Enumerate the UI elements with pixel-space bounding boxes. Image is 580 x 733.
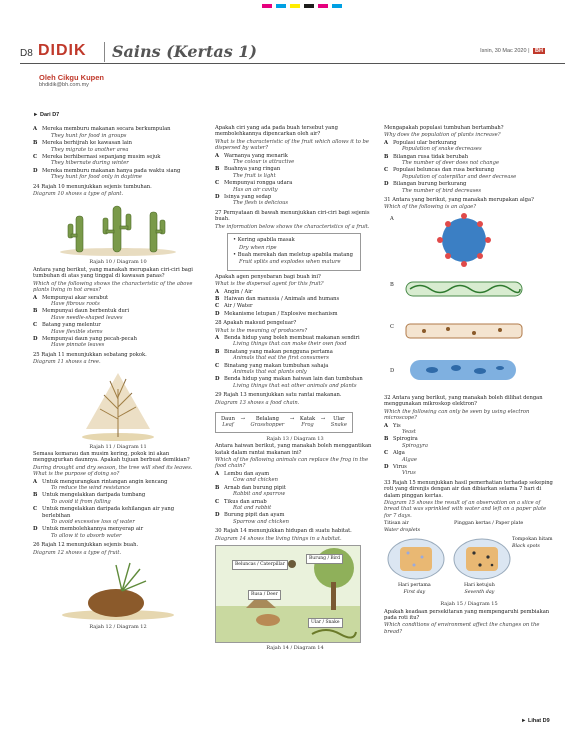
option-text-en: Virus <box>402 470 416 477</box>
color-swatch <box>276 4 286 8</box>
diagram-12-caption: Rajah 12 / Diagram 12 <box>89 624 147 631</box>
column-1 <box>33 112 203 631</box>
option-letter: D <box>384 463 389 470</box>
info-item: • Buah merekah dan meletup apabila matang <box>233 251 353 258</box>
option-text: Mekanisme letupan / Explosive mechanism <box>224 310 338 317</box>
label-water-droplets: Titisan air Water droplets <box>384 521 421 533</box>
option-list <box>215 153 375 207</box>
option-text-en: Has an air cavity <box>233 186 278 193</box>
option-list <box>215 335 375 389</box>
option-letter: B <box>384 153 389 160</box>
arrow: → <box>289 416 295 423</box>
question-29-stem: Antara haiwan berikut, yang manakah boleh menggantikan katak dalam rantai makanan ini? <box>215 443 372 456</box>
option-text-en: Algae <box>402 456 417 463</box>
algae-options <box>384 212 554 392</box>
question-26: 26 Rajah 12 menunjukkan sejenis buah. <box>33 542 139 549</box>
diagram-14-caption: Rajah 14 / Diagram 14 <box>266 644 324 651</box>
mold-illustration <box>404 314 524 348</box>
option-text: Mempunyai akar serabut <box>42 294 109 301</box>
option-text: Mempunyai daun berbentuk duri <box>42 308 129 315</box>
option-text: Angin / Air <box>224 288 253 295</box>
option-text: Untuk mengelakkan daripada kehilangan air yang berlebihan <box>42 506 175 519</box>
option-item <box>384 423 554 436</box>
option-text-en: Rabbit and sparrow <box>233 491 286 498</box>
question-26-stem: Apakah ciri yang ada pada buah tersebut yang membolehkannya dipencarkan oleh air? <box>215 125 338 138</box>
column-2 <box>215 125 375 652</box>
option-text-en: The number of deer does not change <box>402 160 500 167</box>
virus-illustration <box>414 212 514 268</box>
option-letter: D <box>215 512 220 519</box>
option-list <box>33 479 203 540</box>
option-text-en: Spirogyra <box>402 442 428 449</box>
color-registration-bar <box>262 4 342 8</box>
option-item <box>33 322 203 335</box>
option-letter: B <box>215 295 220 302</box>
question-27-stem: Apakah agen penyebaran bagi buah ini? <box>215 273 321 280</box>
diagram-11-caption: Rajah 11 / Diagram 11 <box>89 443 147 450</box>
option-text: Tikus dan arnab <box>224 498 267 505</box>
option-label: A <box>390 215 394 222</box>
option-letter: B <box>215 484 220 491</box>
option-letter: D <box>215 194 220 201</box>
option-text: Populasi beluncas dan rusa berkurang <box>393 167 495 174</box>
food-chain-box <box>215 412 353 433</box>
question-26-stem-en: What is the characteristic of the fruit which allows it to be dispersed by water? <box>215 138 369 152</box>
question-24-stem: Antara yang berikut, yang manakah merupakan ciri-ciri bagi tumbuhan di atas yang tinggal di kawasan panas? <box>33 266 193 280</box>
option-item <box>215 194 375 207</box>
question-30-stem-en: Why does the population of plants increase? <box>384 132 501 139</box>
fruit-info-box <box>227 233 361 271</box>
option-letter: C <box>33 506 38 513</box>
option-letter: D <box>33 167 38 174</box>
color-swatch <box>332 4 342 8</box>
option-text-en: The flesh is delicious <box>233 200 289 207</box>
option-text: Lembu dan ayam <box>224 470 270 477</box>
option-item <box>33 295 203 308</box>
column-3 <box>384 125 554 636</box>
diagram-10-caption: Rajah 10 / Diagram 10 <box>89 259 147 266</box>
label-black-spots: Tompokan hitam Black spots <box>512 537 553 549</box>
question-29-stem-en: Which of the following animals can replace the frog in the food chain? <box>215 457 369 470</box>
option-text-en: Cow and chicken <box>233 477 278 484</box>
option-item <box>33 126 203 139</box>
question-30: 30 Rajah 14 menunjukkan hidupan di suatu habitat. <box>215 528 352 535</box>
option-letter: C <box>384 167 389 174</box>
question-28-en: What is the meaning of producers? <box>215 327 308 334</box>
bacteria-illustration <box>408 358 518 382</box>
option-text-en: They hibernate during winter <box>51 160 129 167</box>
leafless-tree-illustration <box>78 369 158 441</box>
question-28: 28 Apakah maksud pengeluar? <box>215 320 297 327</box>
option-text: Mereka memburu makanan hanya pada waktu siang <box>42 167 181 174</box>
option-text-en: Living things that eat other animals and plants <box>233 382 357 389</box>
option-item <box>215 289 375 295</box>
question-26-en: Diagram 12 shows a type of fruit. <box>33 549 122 556</box>
option-letter: C <box>215 303 220 310</box>
option-text: Mereka memburu makanan secara berkumpulan <box>42 126 171 133</box>
option-item <box>215 153 375 166</box>
option-list <box>384 140 554 194</box>
question-24-en: Diagram 10 shows a type of plant. <box>33 191 124 198</box>
option-text-en: Living things that can make their own food <box>233 341 347 348</box>
option-text-en: To reduce the wind resistance <box>51 485 131 491</box>
question-25: 25 Rajah 11 menunjukkan sebatang pokok. <box>33 351 147 358</box>
option-item <box>384 450 554 463</box>
option-text-en: Have pinnate leaves <box>51 342 105 349</box>
option-item <box>215 363 375 376</box>
option-item <box>215 349 375 362</box>
option-letter: A <box>384 139 389 146</box>
cactus-illustration <box>58 200 178 256</box>
color-swatch <box>290 4 300 8</box>
option-text-en: Yeast <box>402 428 416 435</box>
option-letter: B <box>33 140 38 147</box>
question-24-stem-en: Which of the following shows the characteristic of the above plants living in hot areas? <box>33 280 193 294</box>
option-letter: A <box>384 422 389 429</box>
info-item-en: Dry when ripe <box>239 244 277 251</box>
question-25-en: Diagram 11 shows a tree. <box>33 359 101 366</box>
label-deer: Rusa / Deer <box>248 590 281 600</box>
option-text-en: Animals that eat the first consumers <box>233 355 329 362</box>
arrow: → <box>240 416 245 423</box>
option-item <box>384 140 554 153</box>
option-text: Benda hidup yang boleh membuat makanan sendiri <box>224 334 360 341</box>
option-item <box>33 492 203 505</box>
option-letter: A <box>33 126 38 133</box>
option-text-en: Animals that eat plants only <box>233 369 307 375</box>
option-item <box>33 154 203 167</box>
question-27-en: The information below shows the characteristics of a fruit. <box>215 223 370 230</box>
option-letter: C <box>215 498 220 505</box>
option-text: Populasi ular berkurang <box>393 139 457 146</box>
option-text-en: They migrate to another area <box>51 146 129 153</box>
option-item <box>215 499 375 512</box>
option-text: Virus <box>393 463 407 470</box>
header-divider <box>104 42 105 62</box>
chain-item: Ular Snake <box>330 416 347 429</box>
question-33: 33 Rajah 15 menunjukkan hasil pemerhatian terhadap sekeping roti yang direnjis dengan air dan dibiarkan selama 7 hari di dalam pinggan kertas. <box>384 479 553 499</box>
option-letter: B <box>215 348 220 355</box>
diagram-15 <box>384 521 554 599</box>
option-text: Benda hidup yang makan haiwan lain dan tumbuhan <box>224 376 363 383</box>
option-letter: B <box>33 492 38 499</box>
option-item <box>215 335 375 348</box>
option-text: Mempunyai daun yang pecah-pecah <box>42 335 137 342</box>
option-item <box>33 479 203 492</box>
option-text-en: They hunt for food only in daytime <box>51 174 142 181</box>
option-text: Burung pipit dan ayam <box>224 512 285 519</box>
continued-from-ref: ► Dari D7 <box>33 112 60 118</box>
question-29: 29 Rajah 13 menunjukkan satu rantai makanan. <box>215 392 342 399</box>
diagram-12 <box>33 559 203 621</box>
option-text-en: Population of caterpillar and deer decrease <box>402 173 517 180</box>
option-text-en: To avoid it from falling <box>51 498 111 505</box>
option-letter: B <box>215 166 220 173</box>
option-text-en: They hunt for food in groups <box>51 132 127 139</box>
question-24: 24 Rajah 10 menunjukkan sejenis tumbuhan. <box>33 183 152 190</box>
option-letter: A <box>33 478 38 485</box>
diagram-11 <box>33 369 203 441</box>
question-33-stem-en: Which conditions of environment affect the changes on the bread? <box>384 622 540 635</box>
option-list <box>33 295 203 349</box>
option-letter: B <box>384 436 389 443</box>
option-item <box>215 512 375 525</box>
label-snake: Ular / Snake <box>308 618 343 628</box>
option-item <box>384 167 554 180</box>
spirogyra-illustration <box>404 272 524 306</box>
option-text-en: Population of snake decreases <box>402 146 482 153</box>
option-letter: D <box>215 376 220 383</box>
author-name: Oleh Cikgu Kupen <box>39 73 105 82</box>
option-text: Mempunyai rongga udara <box>224 180 293 187</box>
option-letter: B <box>33 308 38 315</box>
diagram-13-caption: Rajah 13 / Diagram 13 <box>266 435 324 442</box>
diagram-14 <box>215 545 361 643</box>
option-item <box>33 506 203 525</box>
option-label: C <box>390 323 394 330</box>
option-list <box>215 289 375 318</box>
option-text: Air / Water <box>224 303 253 310</box>
option-letter: D <box>215 310 220 317</box>
question-31-en: Which of the following is an algae? <box>384 204 477 211</box>
option-list <box>215 471 375 525</box>
option-text-en: Have needle-shaped leaves <box>51 314 123 321</box>
question-30-stem: Mengapakah populasi tumbuhan bertambah? <box>384 125 504 131</box>
question-30-en: Diagram 14 shows the living things in a habitat. <box>215 535 342 542</box>
option-list <box>384 423 554 477</box>
question-25-stem: Semasa kemarau dan musim kering, pokok ini akan menggugurkan daunnya. Apakah tujuan berbuat demikian? <box>33 450 190 464</box>
brand-badge: BH <box>535 48 543 54</box>
option-text-en: Have flexible stems <box>51 328 103 335</box>
option-text-en: To avoid excessive loss of water <box>51 519 135 526</box>
option-letter: D <box>33 335 38 342</box>
page-title: Sains (Kertas 1) <box>112 42 257 61</box>
option-letter: A <box>215 288 220 295</box>
option-text-en: The fruit is light <box>233 172 276 179</box>
option-letter: C <box>33 154 38 161</box>
label-first-day: Hari pertama First day <box>398 583 431 595</box>
option-item <box>384 154 554 167</box>
option-item <box>384 181 554 194</box>
option-item <box>33 168 203 181</box>
option-text-en: Rat and rabbit <box>233 504 272 511</box>
diagram-15-caption: Rajah 15 / Diagram 15 <box>440 601 498 608</box>
option-item <box>215 180 375 193</box>
option-item <box>215 376 375 389</box>
page-header <box>20 40 565 64</box>
option-text: Alga <box>393 450 405 457</box>
option-text: Mereka berhibernasi sepanjang musim sejuk <box>42 154 161 161</box>
option-letter: C <box>215 362 220 369</box>
label-caterpillar: Beluncas / Caterpillar <box>232 560 288 570</box>
option-letter: C <box>215 180 220 187</box>
chain-item: Daun Leaf <box>221 416 235 429</box>
question-31: 31 Antara yang berikut, yang manakah merupakan alga? <box>384 197 534 204</box>
option-item <box>33 336 203 349</box>
option-text: Untuk mengelakkan daripada tumbang <box>42 492 146 499</box>
question-32-en: Which the following can only be seen by using electron microscope? <box>384 408 530 422</box>
option-item <box>33 308 203 321</box>
option-letter: C <box>384 450 389 457</box>
coconut-illustration <box>58 559 178 621</box>
label-seventh-day: Hari ketujuh Seventh day <box>464 583 495 595</box>
option-item <box>215 166 375 179</box>
option-item <box>215 471 375 484</box>
color-swatch <box>262 4 272 8</box>
question-33-en: Diagram 15 shows the result of an observation on a slice of bread that was sprinkled with water and left on a paper plate for 7 days. <box>384 499 547 519</box>
diagram-10 <box>33 200 203 256</box>
option-text-en: Have fibrous roots <box>51 300 100 307</box>
option-letter: D <box>384 181 389 188</box>
option-item <box>215 296 375 302</box>
option-text: Binatang yang makan pengguna pertama <box>224 348 333 355</box>
option-label: D <box>390 367 395 374</box>
dateline: Isnin, 30 Mac 2020 | BH <box>480 48 543 54</box>
option-letter: A <box>215 470 220 477</box>
option-text: Buahnya yang ringan <box>224 166 281 173</box>
question-29-en: Diagram 13 shows a food chain. <box>215 399 300 406</box>
option-label: B <box>390 281 394 288</box>
color-swatch <box>318 4 328 8</box>
chain-item: Belalang Grasshopper <box>250 416 285 429</box>
chain-item: Katak Frog <box>299 416 316 429</box>
option-text: Spirogira <box>393 436 418 443</box>
option-item <box>33 140 203 153</box>
option-text: Untuk mengurangkan rintangan angin kencang <box>42 478 168 485</box>
option-text: Yis <box>393 422 401 429</box>
option-text: Isinya yang sedap <box>224 194 272 201</box>
option-text-en: To allow it to absorb water <box>51 532 122 539</box>
option-text: Haiwan dan manusia / Animals and humans <box>224 295 340 302</box>
option-item <box>215 485 375 498</box>
option-text: Bilangan burung berkurang <box>393 181 467 188</box>
option-text: Bilangan rusa tidak berubah <box>393 153 469 160</box>
question-33-stem: Apakah keadaan persekitaran yang mempengaruhi pembiakan pada roti itu? <box>384 608 550 621</box>
arrow: → <box>320 416 326 423</box>
option-text-en: The number of bird decreases <box>402 187 482 194</box>
section-logo: DIDIK <box>38 42 87 59</box>
option-letter: A <box>215 152 220 159</box>
option-text: Untuk membolehkannya menyerap air <box>42 526 144 533</box>
question-25-stem-en: During drought and dry season, the tree will shed its leaves. What is the purpose of doing so? <box>33 464 193 478</box>
question-27: 27 Pernyataan di bawah menunjukkan ciri-ciri bagi sejenis buah. <box>215 209 370 223</box>
option-text: Batang yang melentur <box>42 322 101 329</box>
option-text: Mereka berhijrah ke kawasan lain <box>42 140 132 147</box>
color-swatch <box>304 4 314 8</box>
question-27-stem-en: What is the dispersal agent for this fruit? <box>215 281 324 288</box>
info-item: • Kering apabila masak <box>233 237 295 244</box>
label-bird: Burung / Bird <box>306 554 343 564</box>
option-text: Binatang yang makan tumbuhan sahaja <box>224 362 329 369</box>
option-letter: D <box>33 526 38 533</box>
date-text: Isnin, 30 Mac 2020 <box>480 48 527 54</box>
info-item-en: Fruit splits and explodes when mature <box>239 259 341 266</box>
author-email: bhdidik@bh.com.my <box>39 82 89 88</box>
option-item <box>215 311 375 317</box>
option-item <box>33 526 203 539</box>
option-item <box>215 303 375 309</box>
option-letter: C <box>33 322 38 329</box>
option-text-en: The colour is attractive <box>233 159 295 166</box>
question-32: 32 Antara yang berikut, yang manakah boleh dilihat dengan menggunakan mikroskop elektron? <box>384 394 543 408</box>
page-number: D8 <box>20 48 33 59</box>
option-text-en: Sparrow and chicken <box>233 518 289 525</box>
bread-illustration <box>386 535 514 581</box>
option-text: Warnanya yang menarik <box>224 152 288 159</box>
option-text: Arnab dan burung pipit <box>224 484 286 491</box>
option-item <box>384 436 554 449</box>
option-letter: A <box>33 294 38 301</box>
option-letter: A <box>215 334 220 341</box>
label-paper-plate: Pinggan kertas / Paper plate <box>454 521 524 527</box>
option-item <box>384 464 554 477</box>
continued-on-ref: ► Lihat D9 <box>521 718 550 724</box>
option-list <box>33 126 203 180</box>
